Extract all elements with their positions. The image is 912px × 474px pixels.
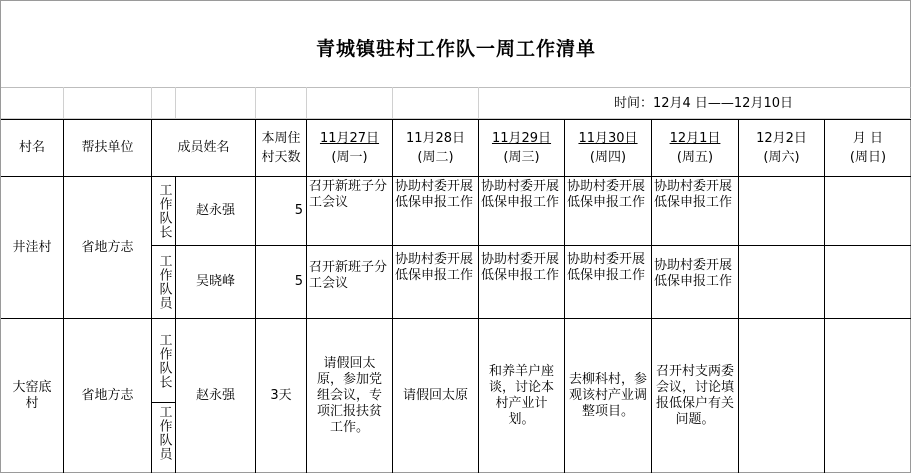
task-thu[interactable]: 协助村委开展低保申报工作	[565, 177, 652, 246]
role-text: 工作队长	[156, 332, 172, 389]
blank-cell[interactable]	[479, 87, 565, 119]
unit-cell[interactable]: 省地方志	[64, 177, 152, 319]
task-tue[interactable]: 请假回太原	[393, 319, 479, 473]
header-weekday: (周六)	[763, 150, 800, 165]
task-tue[interactable]: 协助村委开展低保申报工作	[393, 177, 479, 246]
header-date: 11月28日	[405, 131, 466, 146]
header-village: 村名	[1, 119, 64, 177]
blank-cell[interactable]	[393, 87, 479, 119]
task-mon[interactable]: 召开新班子分工会议	[307, 177, 393, 246]
header-days-line1: 本周住	[261, 131, 301, 146]
village-cell[interactable]: 大窑底村	[1, 319, 64, 473]
header-unit: 帮扶单位	[64, 119, 152, 177]
task-sat[interactable]	[739, 319, 825, 473]
task-sat[interactable]	[739, 246, 825, 319]
header-date: 12月1日	[669, 131, 721, 146]
header-day-mon	[307, 119, 393, 177]
header-day-fri	[652, 119, 739, 177]
name-cell[interactable]: 吴晓峰	[176, 246, 256, 319]
task-thu[interactable]: 协助村委开展低保申报工作	[565, 246, 652, 319]
task-sat[interactable]	[739, 177, 825, 246]
role-cell[interactable]	[152, 246, 176, 319]
task-fri[interactable]: 召开村支两委会议，讨论填报低保户有关问题。	[652, 319, 739, 473]
task-fri[interactable]: 协助村委开展低保申报工作	[652, 177, 739, 246]
title-area	[1, 1, 911, 88]
task-thu[interactable]: 去柳科村，参观该村产业调整项目。	[565, 319, 652, 473]
header-date: 11月30日	[578, 131, 638, 146]
time-range: 时间：12月4 日——12月10日	[565, 87, 911, 119]
blank-cell[interactable]	[64, 87, 152, 119]
days-cell[interactable]: 5	[256, 177, 307, 246]
role-cell[interactable]	[152, 177, 176, 246]
header-date: 11月29日	[491, 131, 552, 146]
blank-cell[interactable]	[256, 87, 307, 119]
header-weekday: (周四)	[589, 150, 627, 165]
header-date: 月 日	[852, 131, 884, 146]
role-text: 工作队员	[156, 254, 172, 310]
header-weekday: (周日)	[849, 150, 887, 165]
task-mon[interactable]: 请假回太原，参加党组会议，专项汇报扶贫工作。	[307, 319, 393, 473]
header-day-tue	[393, 119, 479, 177]
task-sun[interactable]	[825, 246, 911, 319]
header-day-sat	[739, 119, 825, 177]
header-weekday: (周五)	[676, 150, 714, 165]
sheet-title: 青城镇驻村工作队一周工作清单	[315, 38, 596, 60]
days-cell[interactable]: 5	[256, 246, 307, 319]
blank-cell[interactable]	[1, 87, 64, 119]
task-wed[interactable]: 协助村委开展低保申报工作	[479, 246, 565, 319]
task-wed[interactable]: 和养羊户座谈，讨论本村产业计划。	[479, 319, 565, 473]
name-cell[interactable]: 赵永强	[176, 177, 256, 246]
task-tue[interactable]: 协助村委开展低保申报工作	[393, 246, 479, 319]
role-cell[interactable]	[152, 403, 176, 473]
header-day-sun	[825, 119, 911, 177]
task-fri[interactable]: 协助村委开展低保申报工作	[652, 246, 739, 319]
header-weekday: (周三)	[503, 150, 540, 165]
blank-cell[interactable]	[307, 87, 393, 119]
header-days-line2: 村天数	[261, 150, 301, 165]
header-weekday: (周二)	[417, 150, 454, 165]
header-date: 11月27日	[319, 131, 380, 146]
blank-cell[interactable]	[152, 87, 176, 119]
header-day-wed	[479, 119, 565, 177]
task-mon[interactable]: 召开新班子分工会议	[307, 246, 393, 319]
task-sun[interactable]	[825, 177, 911, 246]
role-cell[interactable]	[152, 319, 176, 403]
header-member: 成员姓名	[152, 119, 256, 177]
unit-cell[interactable]: 省地方志	[64, 319, 152, 473]
village-cell[interactable]: 井洼村	[1, 177, 64, 319]
header-weekday: (周一)	[331, 150, 368, 165]
role-text: 工作队长	[156, 183, 172, 239]
header-date: 12月2日	[756, 131, 807, 146]
days-cell[interactable]: 3天	[256, 319, 307, 473]
header-days	[256, 119, 307, 177]
role-text: 工作队员	[156, 405, 172, 461]
header-day-thu	[565, 119, 652, 177]
name-cell[interactable]: 赵永强	[176, 319, 256, 473]
task-wed[interactable]: 协助村委开展低保申报工作	[479, 177, 565, 246]
blank-cell[interactable]	[176, 87, 256, 119]
task-sun[interactable]	[825, 319, 911, 473]
